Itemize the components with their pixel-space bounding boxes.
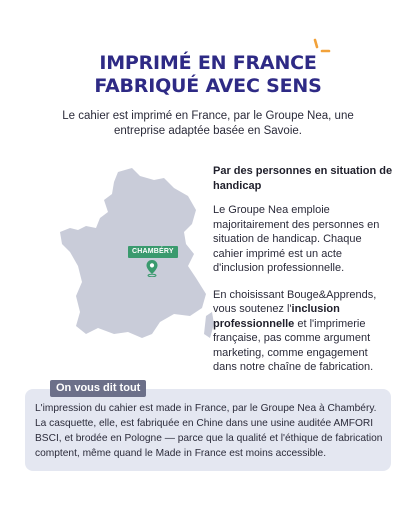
info-box-tag: On vous dit tout bbox=[50, 380, 146, 397]
info-box-text: L'impression du cahier est made in France, par le Groupe Nea à Chambéry. La casquette, elle, est fabriquée en Chine dans une usine auditée AMFORI BSCI, et brodée en Pologne — parce que la qualité et l'éthique de fabrication comptent, même quand le Made in France est moins accessible. bbox=[35, 403, 383, 459]
inclusion-paragraph-2 bbox=[213, 288, 393, 375]
france-map bbox=[56, 166, 216, 351]
inclusion-paragraph-1: Le Groupe Nea emploie majoritairement des personnes en situation de handicap. Chaque cahier imprimé est un acte d'inclusion professionnelle. bbox=[213, 204, 380, 274]
paragraph-2-part-a: En choisissant Bouge&Apprends, vous soutenez l' bbox=[213, 288, 377, 315]
sparkle-accent-icon bbox=[308, 38, 336, 60]
paragraph-2-part-b: et l'imprimerie française, pas comme argument marketing, comme engagement dans notre chaîne de fabrication. bbox=[213, 317, 374, 373]
inclusion-heading: Par des personnes en situation de handicap bbox=[213, 165, 393, 192]
location-pin-icon bbox=[145, 259, 159, 277]
inclusion-section bbox=[213, 164, 393, 387]
title-line-2: FABRIQUÉ AVEC SENS bbox=[94, 75, 322, 97]
page-title bbox=[0, 52, 416, 98]
intro-text: Le cahier est imprimé en France, par le Groupe Nea, une entreprise adaptée basée en Savoie. bbox=[62, 110, 354, 137]
paragraph-2-emphasis: inclusion professionnelle bbox=[213, 303, 340, 330]
title-line-1: IMPRIMÉ EN FRANCE bbox=[99, 52, 317, 74]
city-label-chambery: CHAMBÉRY bbox=[128, 246, 178, 258]
